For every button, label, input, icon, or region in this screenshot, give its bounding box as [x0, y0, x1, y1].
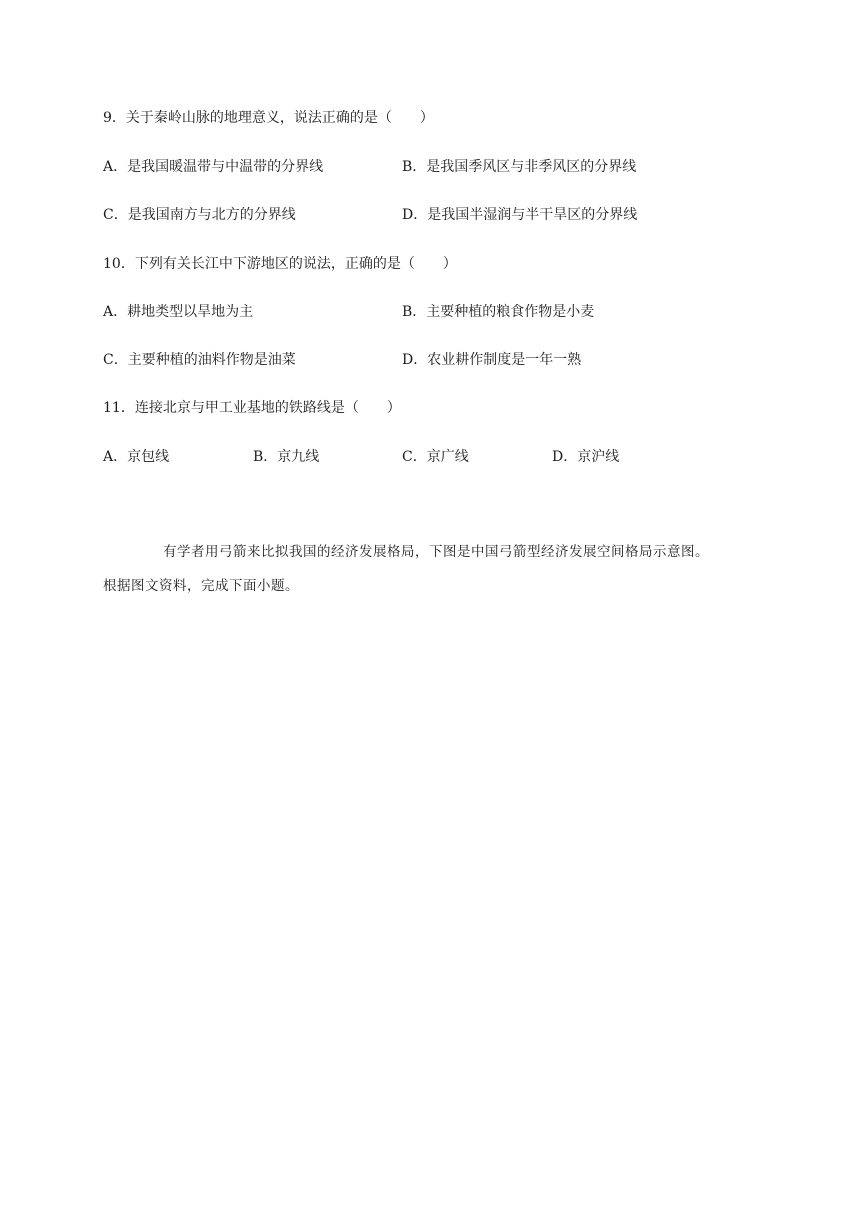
question-9-option-c: C．是我国南方与北方的分界线 — [103, 207, 296, 223]
question-10-option-d: D．农业耕作制度是一年一熟 — [402, 352, 582, 368]
question-11-option-b: B．京九线 — [253, 449, 320, 465]
passage-line-1: 有学者用弓箭来比拟我国的经济发展格局，下图是中国弓箭型经济发展空间格局示意图。 — [163, 544, 709, 560]
question-10-option-b: B．主要种植的粮食作物是小麦 — [402, 304, 595, 320]
question-11-option-c: C．京广线 — [402, 449, 469, 465]
question-9-option-a: A．是我国暖温带与中温带的分界线 — [103, 159, 324, 175]
question-10-option-c: C．主要种植的油料作物是油菜 — [103, 352, 296, 368]
question-9-stem: 9．关于秦岭山脉的地理意义，说法正确的是（ ） — [103, 110, 434, 126]
question-11-stem: 11．连接北京与甲工业基地的铁路线是（ ） — [103, 400, 401, 416]
question-10-stem: 10．下列有关长江中下游地区的说法，正确的是（ ） — [103, 256, 457, 272]
passage — [103, 535, 759, 603]
question-11-option-a: A．京包线 — [103, 449, 170, 465]
passage-line-2: 根据图文资料，完成下面小题。 — [103, 578, 299, 594]
question-9-option-b: B．是我国季风区与非季风区的分界线 — [402, 159, 637, 175]
question-10-option-a: A．耕地类型以旱地为主 — [103, 304, 254, 320]
question-11-option-d: D．京沪线 — [552, 449, 620, 465]
question-9-option-d: D．是我国半湿润与半干旱区的分界线 — [402, 207, 638, 223]
